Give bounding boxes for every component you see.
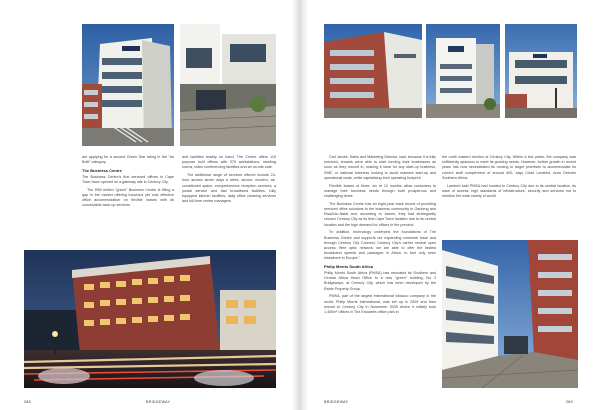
paragraph: Philip Morris South Africa (PMSA) has relocated its Southern and Central Africa Head Office to a new "green" building, No 3 Bridgeways, at Century City, which has been developed by the Rabie Property Group. <box>324 270 436 291</box>
right-page <box>300 0 600 410</box>
paragraph: Flexible leases of three, six or 12 months allow customers to manage their business needs through both prosperous and challenging times. <box>324 183 436 199</box>
section-heading: Philip Morris South Africa <box>324 264 373 270</box>
paragraph: The R85 million "green" Business Centre is filling a gap in the market offering luxurious yet cost effective office accommodation on flexible leases with all conceivable back up services <box>82 187 174 208</box>
left-text-column-1 <box>82 155 174 211</box>
photo-modern-building-perspective <box>442 240 578 388</box>
paragraph: Lambert said PMSA had located to Century City due to its central location, its ease of access, high standards of infrastructure, security and services not to mention the wide variety of world <box>442 183 576 199</box>
page-number: 288 <box>24 400 31 404</box>
paragraph: PMSA, part of the largest international tobacco company in the world, Philip Morris International, was set up in 2009 and then moved to Century City in November 2009 where it initially took 1,400m² offices in The Estuaries office park in <box>324 294 436 314</box>
running-footer: BRIDGEWAY <box>146 400 171 404</box>
paragraph: are applying for a second Green Star rating in the "As Built" category. <box>82 155 174 165</box>
photo-building-corner-red <box>324 24 422 118</box>
paragraph: and facilities readily on hand. The Centre offers 115 purpose built offices with 370 workstations, meeting rooms, video conferencing facilities and an on-site cafe. <box>182 155 276 170</box>
right-text-column-1 <box>324 155 436 318</box>
paragraph: The Business Centre has an eight-year track record of providing serviced office solutions to the business community in Gauteng and KwaZulu-Natal and, according to James, they had strategically chosen Century City as its first Cape Town location due to its central location and the high demand for offices in the precinct. <box>324 201 436 227</box>
photo-building-street-view <box>505 24 577 118</box>
right-text-column-2 <box>442 155 576 202</box>
paragraph: The Business Centre's first serviced offices in Cape Town have opened on a gateway site in Century City. <box>82 174 174 184</box>
left-text-column-2 <box>182 155 276 207</box>
photo-night-street-traffic <box>24 250 276 388</box>
paragraph: "In addition, technology underpins the foundations of The Business Centre and supports our expanding customer base and through Century City Connect, Century City's carrier neutral open access, fibre optic network, we are able to offer the fastest broadband speeds and packages in Africa. In fact only seen elsewhere in Europe." <box>324 230 436 261</box>
photo-courtyard-entrance <box>180 24 276 146</box>
paragraph: The additional range of services offered include 24-hour access seven days a week, secure, modern, air-conditioned space, comprehensive reception services, a postal service and fast broadband facilities, fully equipped kitchen facilities, daily office cleaning services and full-time centre managers. <box>182 173 276 204</box>
section-heading: The Business Centre <box>82 168 122 173</box>
photo-office-building-tower <box>82 24 174 146</box>
page-number: 289 <box>566 400 573 404</box>
photo-white-tower <box>426 24 500 118</box>
paragraph: Carl James, Sales and Marketing Director, said, because it is fully serviced, tenants were able to start running their businesses as soon as they moved in, making it ideal for any start-up business, SME, or national business looking to avoid massive start-up and operational costs, while capitalising their operating footprint. <box>324 155 436 180</box>
running-footer: BRIDGEWAY <box>324 400 349 404</box>
paragraph: the north eastern section of Century City. Within a few years, the company was sufficiently spacious to meet its growing needs. However, further growth in recent years has now necessitated its moving to larger premises to accommodate its current staff complement of around 600, says Chad Lambert, Area Director Southern Africa. <box>442 155 576 180</box>
